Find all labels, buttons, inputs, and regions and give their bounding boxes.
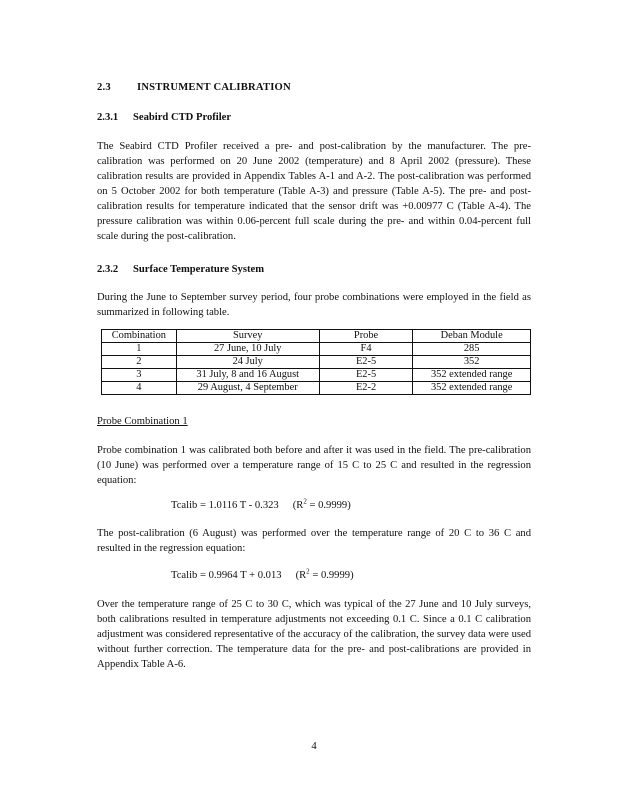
- table-cell: 31 July, 8 and 16 August: [176, 369, 319, 382]
- probe-combination-1-paragraph-2: The post-calibration (6 August) was performed over the temperature range of 20 C to 36 C and resulted in the regression equation:: [97, 528, 531, 554]
- ctd-paragraph: The Seabird CTD Profiler received a pre- and post-calibration by the manufacturer. The pre-calibration was performed on 20 June 2002 (temperature) and 8 April 2002 (pressure). These calibration results are provided in Appendix Tables A-1 and A-2. The post-calibration was performed on 5 October 2002 for both temperature (Table A-3) and pressure (Table A-5). The pre- and post-calibration results for temperature indicated that the sensor drift was +0.00977 C (Table A-4). The pressure calibration was within 0.06-percent full scale during the pre- and within 0.04-percent full scale during the post-calibration.: [97, 141, 531, 242]
- table-cell: 352: [413, 356, 531, 369]
- subsection-number-surface-temp: 2.3.2: [97, 264, 119, 275]
- table-cell: 29 August, 4 September: [176, 382, 319, 395]
- table-cell: 352 extended range: [413, 369, 531, 382]
- table-cell: E2-5: [319, 356, 413, 369]
- probe-combination-table: [101, 329, 531, 395]
- table-cell: 3: [102, 369, 177, 382]
- subsection-number-ctd: 2.3.1: [97, 112, 119, 123]
- page-number: 4: [311, 741, 317, 752]
- equation-post-r2-exponent: 2: [306, 567, 310, 576]
- table-cell: 24 July: [176, 356, 319, 369]
- subsection-title-ctd: Seabird CTD Profiler: [133, 112, 232, 123]
- equation-pre-r2-exponent: 2: [303, 497, 307, 506]
- table-cell: 1: [102, 343, 177, 356]
- section-heading: [97, 80, 529, 95]
- table-header-row: [102, 330, 531, 343]
- table-cell: 4: [102, 382, 177, 395]
- section-title: INSTRUMENT CALIBRATION: [137, 82, 291, 93]
- table-row: [102, 343, 531, 356]
- table-row: [102, 382, 531, 395]
- table-cell: 285: [413, 343, 531, 356]
- regression-equation-pre: [171, 498, 351, 513]
- table-cell: 27 June, 10 July: [176, 343, 319, 356]
- table-row: [102, 369, 531, 382]
- equation-pre-r2-close: = 0.9999): [306, 500, 351, 511]
- probe-combination-1-paragraph-1: Probe combination 1 was calibrated both before and after it was used in the field. The pre-calibration (10 June) was performed over a temperature range of 15 C to 25 C and resulted in the regression equation:: [97, 445, 531, 486]
- probe-combination-1-heading: Probe Combination 1: [97, 416, 188, 427]
- subsection-heading-surface-temp: [97, 262, 529, 277]
- equation-pre-r2-open: (R: [292, 500, 304, 511]
- equation-post-r2-close: = 0.9999): [309, 570, 354, 581]
- regression-equation-post: [171, 568, 354, 583]
- subsection-title-surface-temp: Surface Temperature System: [133, 264, 265, 275]
- table-cell: F4: [319, 343, 413, 356]
- equation-pre-lhs: Tcalib = 1.0116 T - 0.323: [171, 500, 279, 511]
- table-row: [102, 356, 531, 369]
- table-header-probe: Probe: [319, 330, 413, 343]
- subsection-heading-ctd: [97, 110, 529, 125]
- equation-post-lhs: Tcalib = 0.9964 T + 0.013: [171, 570, 282, 581]
- section-number: 2.3: [97, 82, 111, 93]
- table-header-combination: Combination: [102, 330, 177, 343]
- surface-temp-paragraph: During the June to September survey period, four probe combinations were employed in the field as summarized in following table.: [97, 292, 531, 318]
- table-cell: 352 extended range: [413, 382, 531, 395]
- table-cell: 2: [102, 356, 177, 369]
- table-cell: E2-5: [319, 369, 413, 382]
- table-header-deban-module: Deban Module: [413, 330, 531, 343]
- table-cell: E2-2: [319, 382, 413, 395]
- probe-combination-1-paragraph-3: Over the temperature range of 25 C to 30 C, which was typical of the 27 June and 10 July surveys, both calibrations resulted in temperature adjustments not exceeding 0.1 C. Since a 0.1 C calibration adjustment was considered representative of the accuracy of the calibration, the survey data were used without further correction. The temperature data for the pre- and post-calibrations are provided in Appendix Table A-6.: [97, 599, 531, 670]
- equation-post-r2-open: (R: [295, 570, 307, 581]
- table-header-survey: Survey: [176, 330, 319, 343]
